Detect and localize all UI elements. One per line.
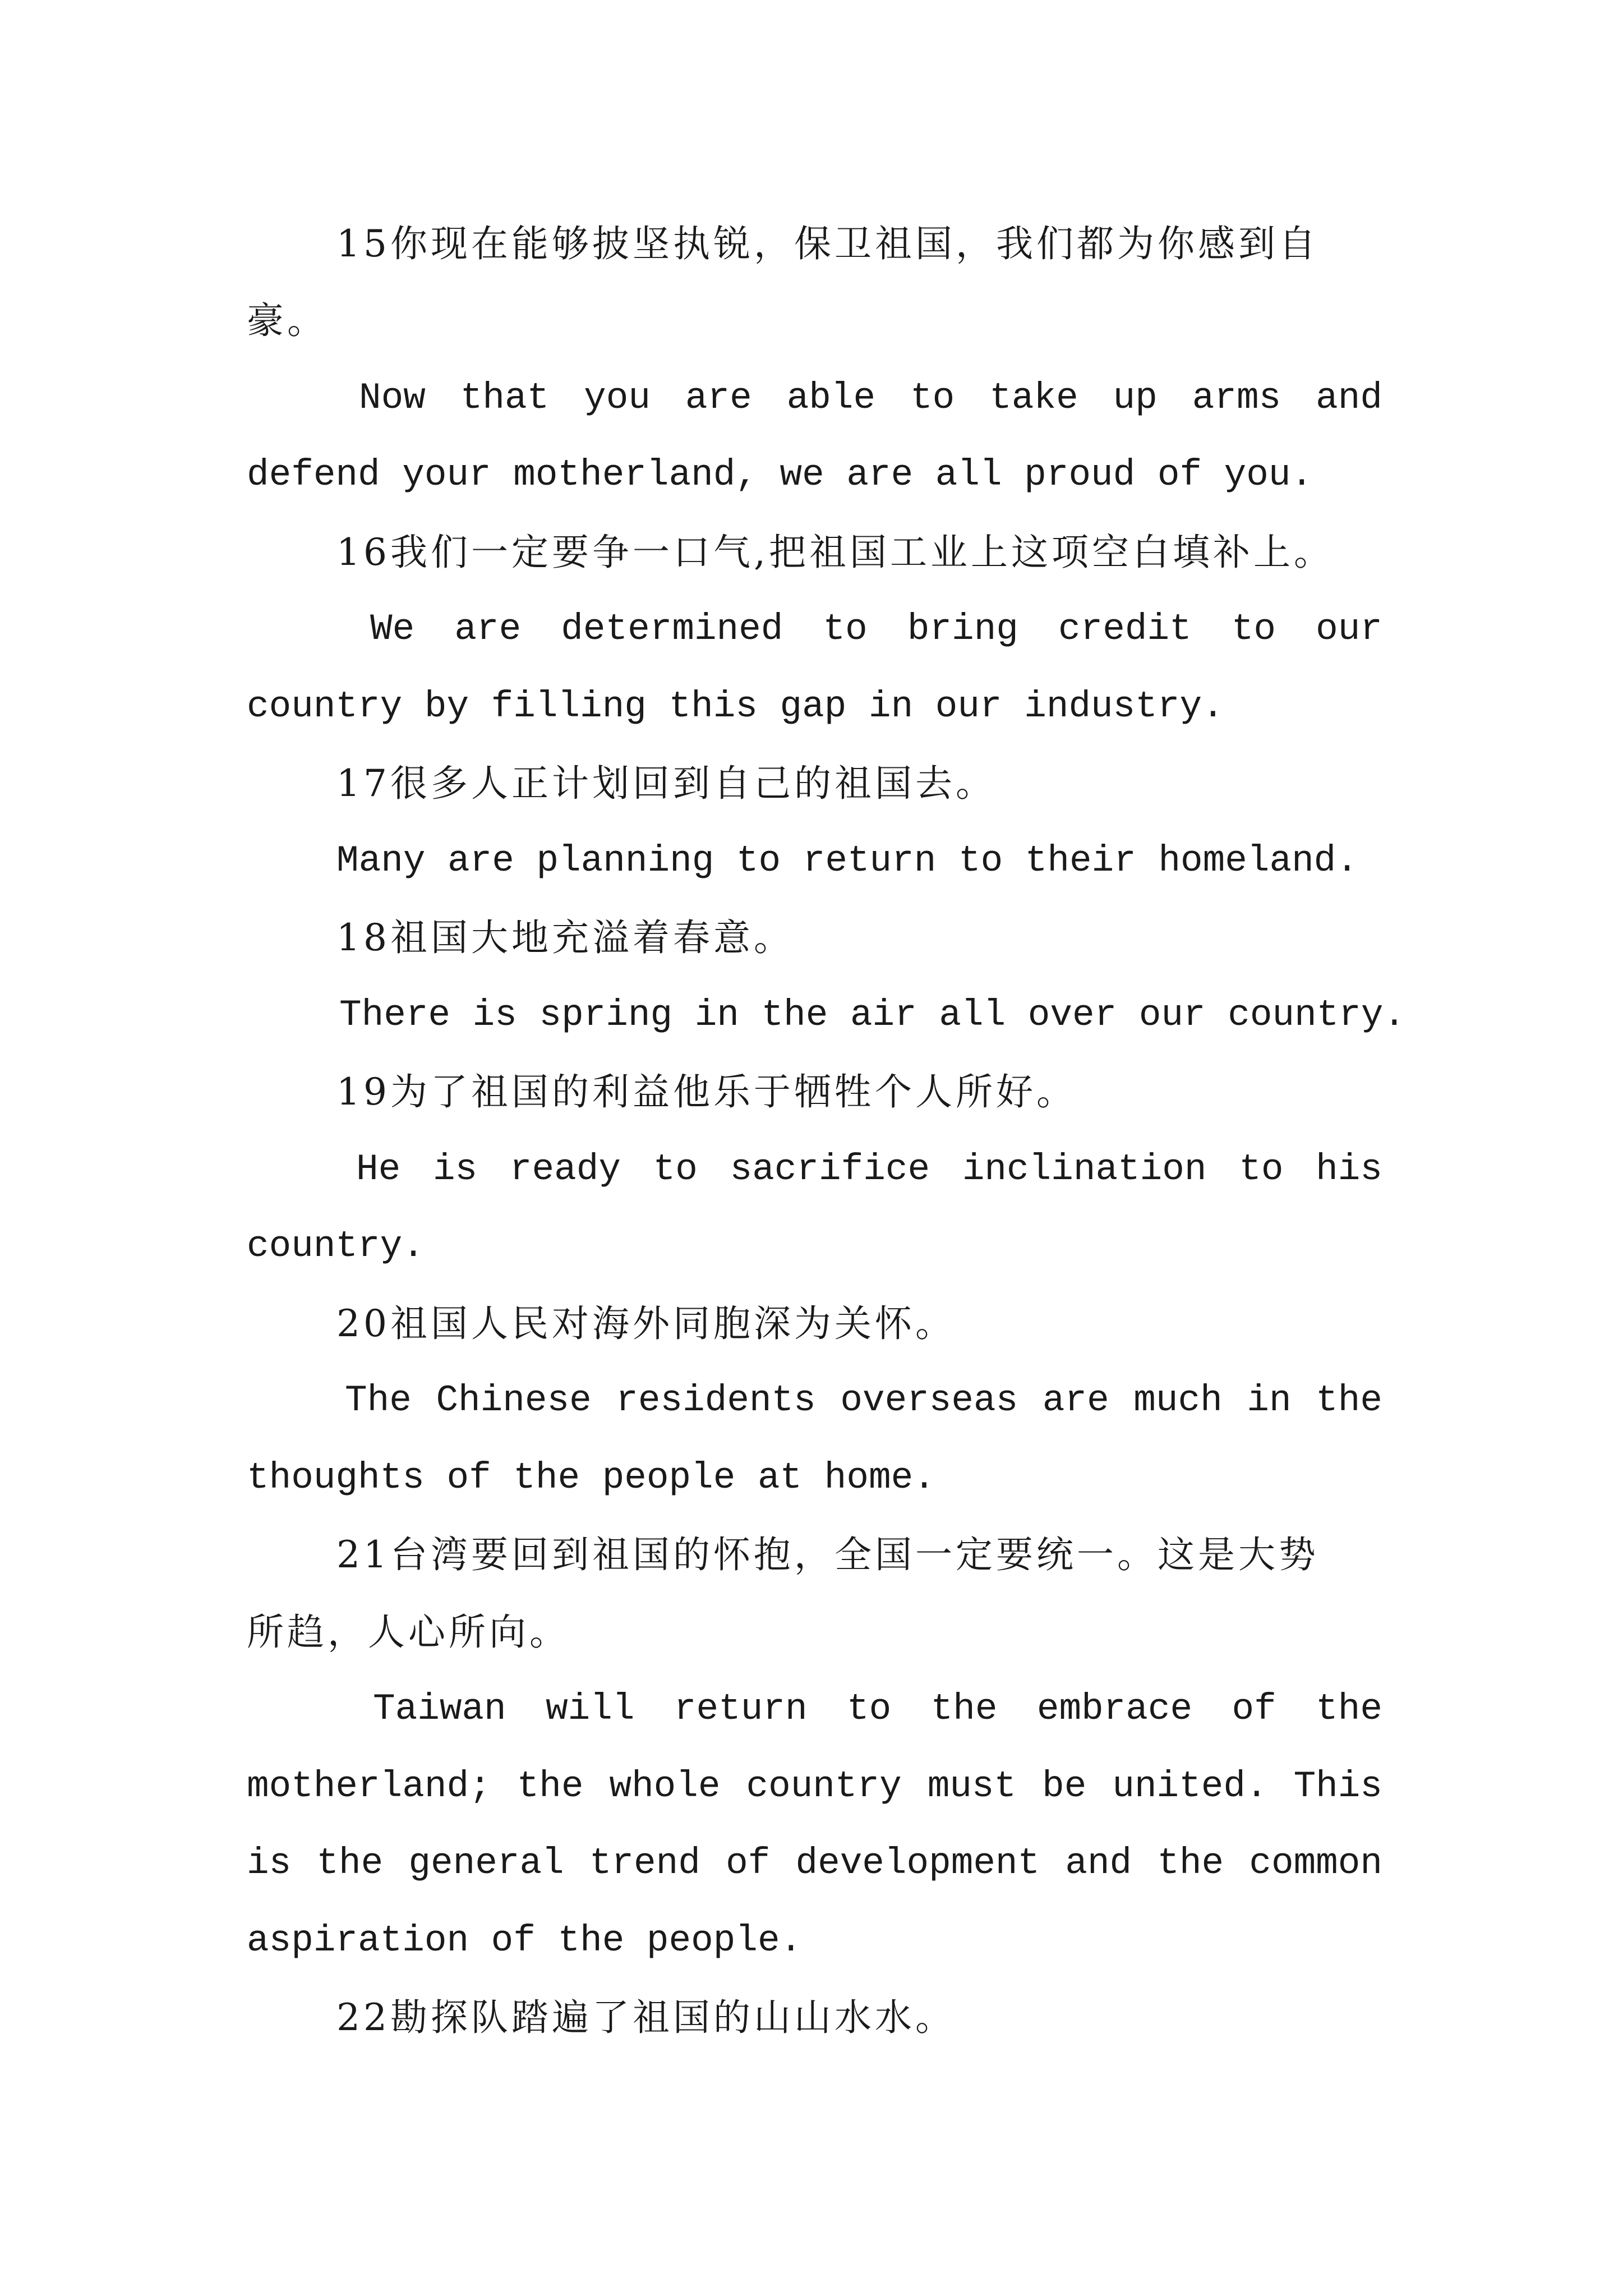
entry-18-chinese-line-1: 18祖国大地充溢着春意。 xyxy=(336,916,794,959)
entry-21-chinese-line-2: 所趋，人心所向。 xyxy=(247,1611,570,1654)
entry-16-english-line-2: country by filling this gap in our industry. xyxy=(247,685,1224,728)
entry-15-chinese-line-2: 豪。 xyxy=(247,299,328,342)
entry-16-english-line-1: We are determined to bring credit to our xyxy=(370,608,1382,650)
entry-20-english-line-1: The Chinese residents overseas are much in the xyxy=(345,1379,1382,1421)
entry-19-chinese-line-1: 19为了祖国的利益他乐于牺牲个人所好。 xyxy=(336,1070,1077,1114)
entry-21-english-line-4: aspiration of the people. xyxy=(247,1920,803,1962)
entry-17-chinese-line-1: 17很多人正计划回到自己的祖国去。 xyxy=(336,762,996,805)
entry-19-english-line-2: country. xyxy=(247,1225,425,1267)
entry-17-english-line-1: Many are planning to return to their homeland. xyxy=(336,840,1358,882)
entry-20-english-line-2: thoughts of the people at home. xyxy=(247,1457,935,1499)
entry-20-chinese-line-1: 20祖国人民对海外同胞深为关怀。 xyxy=(336,1302,956,1345)
entry-15-english-line-2: defend your motherland, we are all proud of you. xyxy=(247,454,1313,496)
entry-21-english-line-1: Taiwan will return to the embrace of the xyxy=(373,1688,1382,1730)
entry-22-chinese-line-1: 22勘探队踏遍了祖国的山山水水。 xyxy=(336,1996,956,2039)
entry-19-english-line-1: He is ready to sacrifice inclination to his xyxy=(356,1148,1382,1190)
entry-21-chinese-line-1: 21台湾要回到祖国的怀抱，全国一定要统一。这是大势 xyxy=(336,1533,1319,1576)
entry-15-chinese-line-1: 15你现在能够披坚执锐，保卫祖国，我们都为你感到自 xyxy=(336,222,1319,265)
entry-18-english-line-1: There is spring in the air all over our country. xyxy=(339,994,1406,1036)
entry-21-english-line-2: motherland; the whole country must be united. This xyxy=(247,1765,1382,1807)
entry-16-chinese-line-1: 16我们一定要争一口气,把祖国工业上这项空白填补上。 xyxy=(336,531,1334,574)
entry-21-english-line-3: is the general trend of development and the common xyxy=(247,1842,1382,1884)
entry-15-english-line-1: Now that you are able to take up arms and xyxy=(359,377,1382,419)
